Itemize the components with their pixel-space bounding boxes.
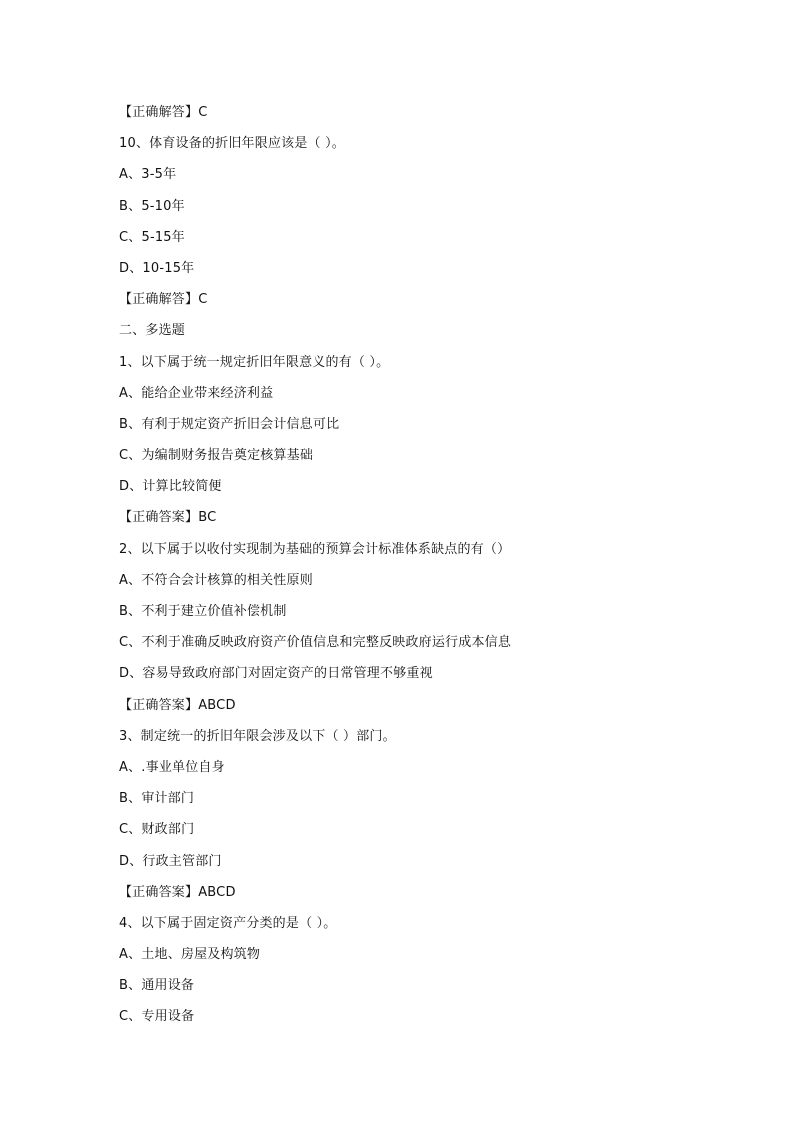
option-c: C、财政部门	[119, 822, 195, 838]
option-a: A、土地、房屋及构筑物	[119, 947, 261, 963]
question-4: 4、以下属于固定资产分类的是（ ）。	[119, 915, 337, 931]
option-c: C、不利于准确反映政府资产价值信息和完整反映政府运行成本信息	[119, 635, 512, 651]
option-b: B、审计部门	[119, 791, 195, 807]
document-body	[119, 102, 719, 1038]
option-d: D、10-15年	[119, 260, 195, 276]
option-d: D、行政主管部门	[119, 853, 222, 869]
option-c: C、为编制财务报告奠定核算基础	[119, 448, 314, 464]
answer-line: 【正确答案】ABCD	[119, 884, 236, 900]
answer-line: 【正确解答】C	[119, 292, 208, 308]
option-d: D、计算比较简便	[119, 479, 222, 495]
question-1: 1、以下属于统一规定折旧年限意义的有（ ）。	[119, 354, 390, 370]
option-a: A、.事业单位自身	[119, 759, 225, 775]
answer-line: 【正确解答】C	[119, 105, 208, 120]
option-c: C、5-15年	[119, 229, 185, 245]
question-10: 10、体育设备的折旧年限应该是（ ）。	[119, 136, 345, 152]
option-b: B、5-10年	[119, 198, 185, 214]
option-b: B、有利于规定资产折旧会计信息可比	[119, 416, 340, 432]
section-heading: 二、多选题	[119, 323, 186, 339]
option-a: A、能给企业带来经济利益	[119, 385, 274, 401]
question-2: 2、以下属于以收付实现制为基础的预算会计标准体系缺点的有（）	[119, 541, 511, 557]
answer-line: 【正确答案】ABCD	[119, 697, 236, 713]
option-a: A、3-5年	[119, 167, 177, 183]
option-a: A、不符合会计核算的相关性原则	[119, 572, 313, 588]
option-d: D、容易导致政府部门对固定资产的日常管理不够重视	[119, 666, 433, 682]
option-c: C、专用设备	[119, 1009, 195, 1025]
option-b: B、不利于建立价值补偿机制	[119, 604, 287, 619]
question-3: 3、制定统一的折旧年限会涉及以下（ ）部门。	[119, 728, 396, 744]
answer-line: 【正确答案】BC	[119, 510, 217, 526]
option-b: B、通用设备	[119, 978, 195, 994]
